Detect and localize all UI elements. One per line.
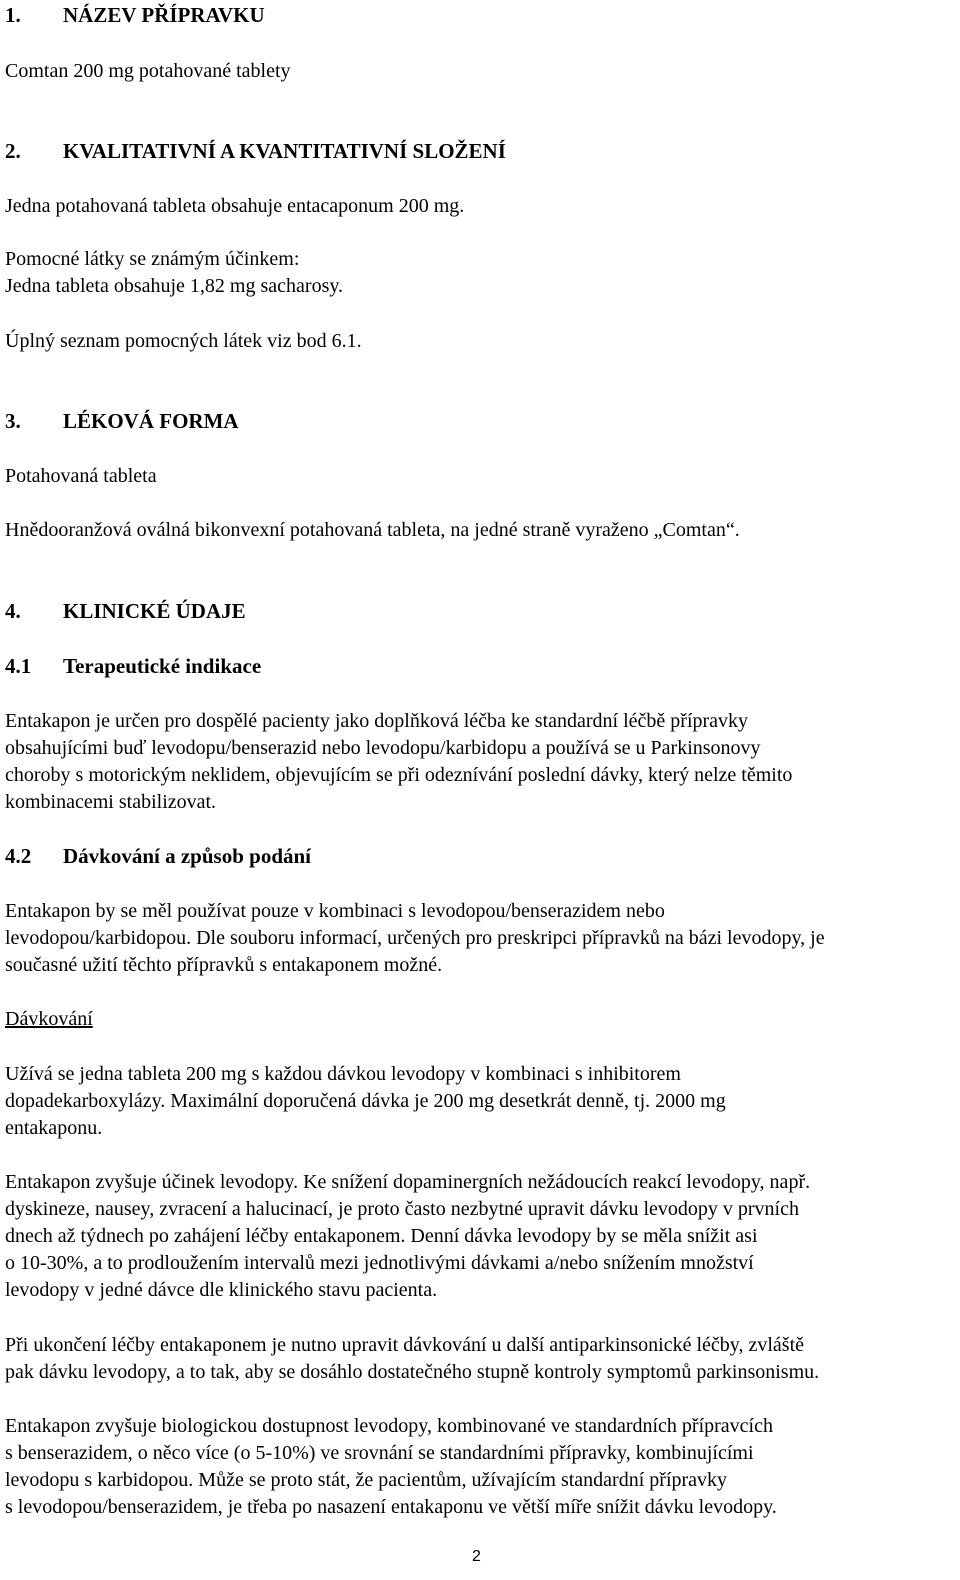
dosage-paragraph-2-line: levodopy v jedné dávce dle klinického stavu pacienta.	[5, 1279, 438, 1301]
section-3-heading	[5, 408, 239, 435]
indication-line: Entakapon je určen pro dospělé pacienty jako doplňková léčba ke standardní léčbě přípravky	[5, 710, 749, 732]
dosage-intro-line: současné užití těchto přípravků s entakaponem možné.	[5, 954, 443, 976]
subsection-title: Dávkování a způsob podání	[63, 844, 312, 868]
dosage-paragraph-2-line: dyskineze, nausey, zvracení a halucinací, je proto často nezbytné upravit dávku levodopy v prvních	[5, 1198, 799, 1220]
section-title: LÉKOVÁ FORMA	[63, 409, 239, 433]
page-number: 2	[472, 1548, 481, 1565]
indication-line: choroby s motorickým neklidem, objevujícím se při odeznívání poslední dávky, který nelze těmito	[5, 764, 793, 786]
dosage-paragraph-2-line: dnech až týdnech po zahájení léčby entakaponem. Denní dávka levodopy by se měla snížit asi	[5, 1225, 758, 1247]
section-number: 4.	[5, 599, 21, 623]
product-name: Comtan 200 mg potahované tablety	[5, 60, 291, 82]
section-1-heading	[5, 2, 265, 29]
section-number: 2.	[5, 139, 21, 163]
excipients-full-list: Úplný seznam pomocných látek viz bod 6.1.	[5, 330, 362, 352]
dosage-paragraph-4-line: Entakapon zvyšuje biologickou dostupnost levodopy, kombinované ve standardních přípravcích	[5, 1415, 773, 1437]
section-title: KVALITATIVNÍ A KVANTITATIVNÍ SLOŽENÍ	[63, 139, 506, 163]
dosage-paragraph-4-line: s levodopou/benserazidem, je třeba po nasazení entakaponu ve větší míře snížit dávku levodopy.	[5, 1496, 777, 1518]
dosage-paragraph-2-line: o 10-30%, a to prodloužením intervalů mezi jednotlivými dávkami a/nebo snížením množství	[5, 1252, 754, 1274]
dosage-paragraph-1-line: Užívá se jedna tableta 200 mg s každou dávkou levodopy v kombinaci s inhibitorem	[5, 1063, 681, 1085]
section-title: KLINICKÉ ÚDAJE	[63, 599, 246, 623]
indication-line: kombinacemi stabilizovat.	[5, 791, 217, 813]
dosage-paragraph-2-line: Entakapon zvyšuje účinek levodopy. Ke snížení dopaminergních nežádoucích reakcí levodopy, např.	[5, 1171, 811, 1193]
dosage-paragraph-4-line: s benserazidem, o něco více (o 5-10%) ve srovnání se standardními přípravky, kombinujícími	[5, 1442, 754, 1464]
subsection-title: Terapeutické indikace	[63, 654, 262, 678]
dosage-paragraph-4-line: levodopu s karbidopou. Může se proto stát, že pacientům, užívajícím standardní přípravky	[5, 1469, 728, 1491]
section-number: 1.	[5, 3, 21, 27]
subsection-4-1-heading	[5, 653, 261, 680]
excipients-text: Jedna tableta obsahuje 1,82 mg sacharosy.	[5, 275, 344, 297]
excipients-label: Pomocné látky se známým účinkem:	[5, 248, 300, 270]
dosage-intro-line: Entakapon by se měl používat pouze v kombinaci s levodopou/benserazidem nebo	[5, 900, 665, 922]
pharmaceutical-form: Potahovaná tableta	[5, 465, 157, 487]
dosage-paragraph-3-line: Při ukončení léčby entakaponem je nutno upravit dávkování u další antiparkinsonické léčby, zvláště	[5, 1334, 805, 1356]
dosage-subheading: Dávkování	[5, 1008, 93, 1030]
section-number: 3.	[5, 409, 21, 433]
section-title: NÁZEV PŘÍPRAVKU	[63, 3, 265, 27]
tablet-description: Hnědooranžová oválná bikonvexní potahovaná tableta, na jedné straně vyraženo „Comtan“.	[5, 519, 740, 541]
dosage-paragraph-1-line: dopadekarboxylázy. Maximální doporučená dávka je 200 mg desetkrát denně, tj. 2000 mg	[5, 1090, 726, 1112]
subsection-number: 4.2	[5, 844, 32, 868]
indication-line: obsahujícími buď levodopu/benserazid nebo levodopu/karbidopu a používá se u Parkinsonovy	[5, 737, 761, 759]
composition-text: Jedna potahovaná tableta obsahuje entacaponum 200 mg.	[5, 195, 465, 217]
dosage-paragraph-3-line: pak dávku levodopy, a to tak, aby se dosáhlo dostatečného stupně kontroly symptomů parkinsonismu.	[5, 1361, 820, 1383]
dosage-intro-line: levodopou/karbidopou. Dle souboru informací, určených pro preskripci přípravků na bázi levodopy, je	[5, 927, 825, 949]
dosage-paragraph-1-line: entakaponu.	[5, 1117, 103, 1139]
section-2-heading	[5, 138, 506, 165]
subsection-number: 4.1	[5, 654, 32, 678]
section-4-heading	[5, 598, 246, 625]
subsection-4-2-heading	[5, 843, 311, 870]
